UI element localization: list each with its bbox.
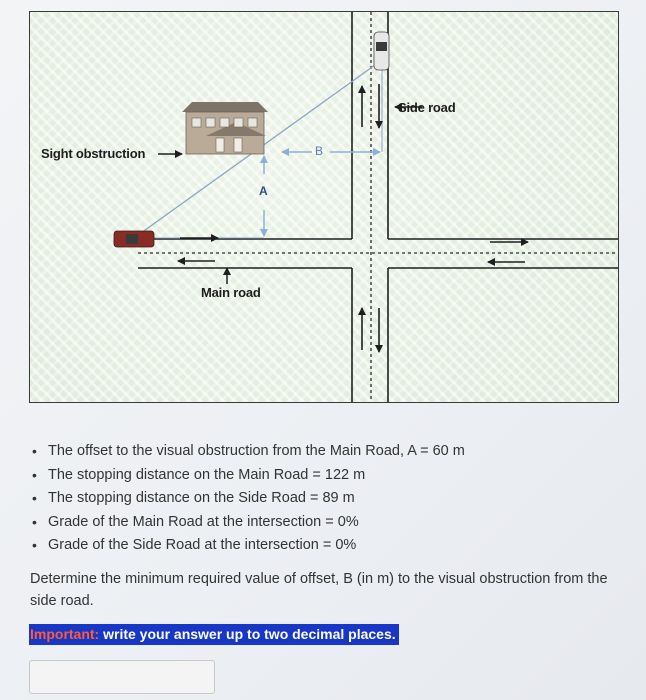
intersection-diagram [29, 11, 619, 403]
house-window [220, 118, 229, 127]
house-window [248, 118, 257, 127]
car-side-road [374, 32, 389, 70]
house-window [234, 118, 243, 127]
car-windshield [376, 42, 387, 51]
answer-input[interactable] [29, 660, 215, 694]
important-text: write your answer up to two decimal places. [99, 626, 396, 642]
main-road-traffic-arrows [178, 238, 528, 262]
house-window [206, 118, 215, 127]
car-main-road [114, 231, 154, 247]
given-values-list [30, 440, 465, 558]
list-item: • Grade of the Main Road at the intersection = 0% [30, 511, 465, 535]
dimension-a-label: A [259, 184, 268, 198]
house-door [234, 138, 242, 152]
list-item: • The offset to the visual obstruction from the Main Road, A = 60 m [30, 440, 465, 464]
house-window [192, 118, 201, 127]
sight-obstruction-label: Sight obstruction [41, 146, 146, 161]
house-door [216, 138, 224, 152]
main-road-label: Main road [201, 285, 261, 300]
side-road [352, 12, 388, 403]
diagram-drawing [30, 12, 619, 403]
house-roof [182, 102, 268, 112]
side-road-label: Side road [398, 100, 456, 115]
list-item: • The stopping distance on the Main Road = 122 m [30, 464, 465, 488]
important-prefix: Important: [30, 626, 100, 642]
house-obstruction [182, 102, 268, 154]
important-note [29, 624, 399, 645]
car-windshield [126, 234, 138, 244]
main-road [138, 239, 619, 268]
list-item: • Grade of the Side Road at the intersection = 0% [30, 534, 465, 558]
list-item: • The stopping distance on the Side Road = 89 m [30, 487, 465, 511]
dimension-b-label: B [315, 144, 323, 158]
question-text: Determine the minimum required value of offset, B (in m) to the visual obstruction from the side road. [30, 571, 608, 609]
